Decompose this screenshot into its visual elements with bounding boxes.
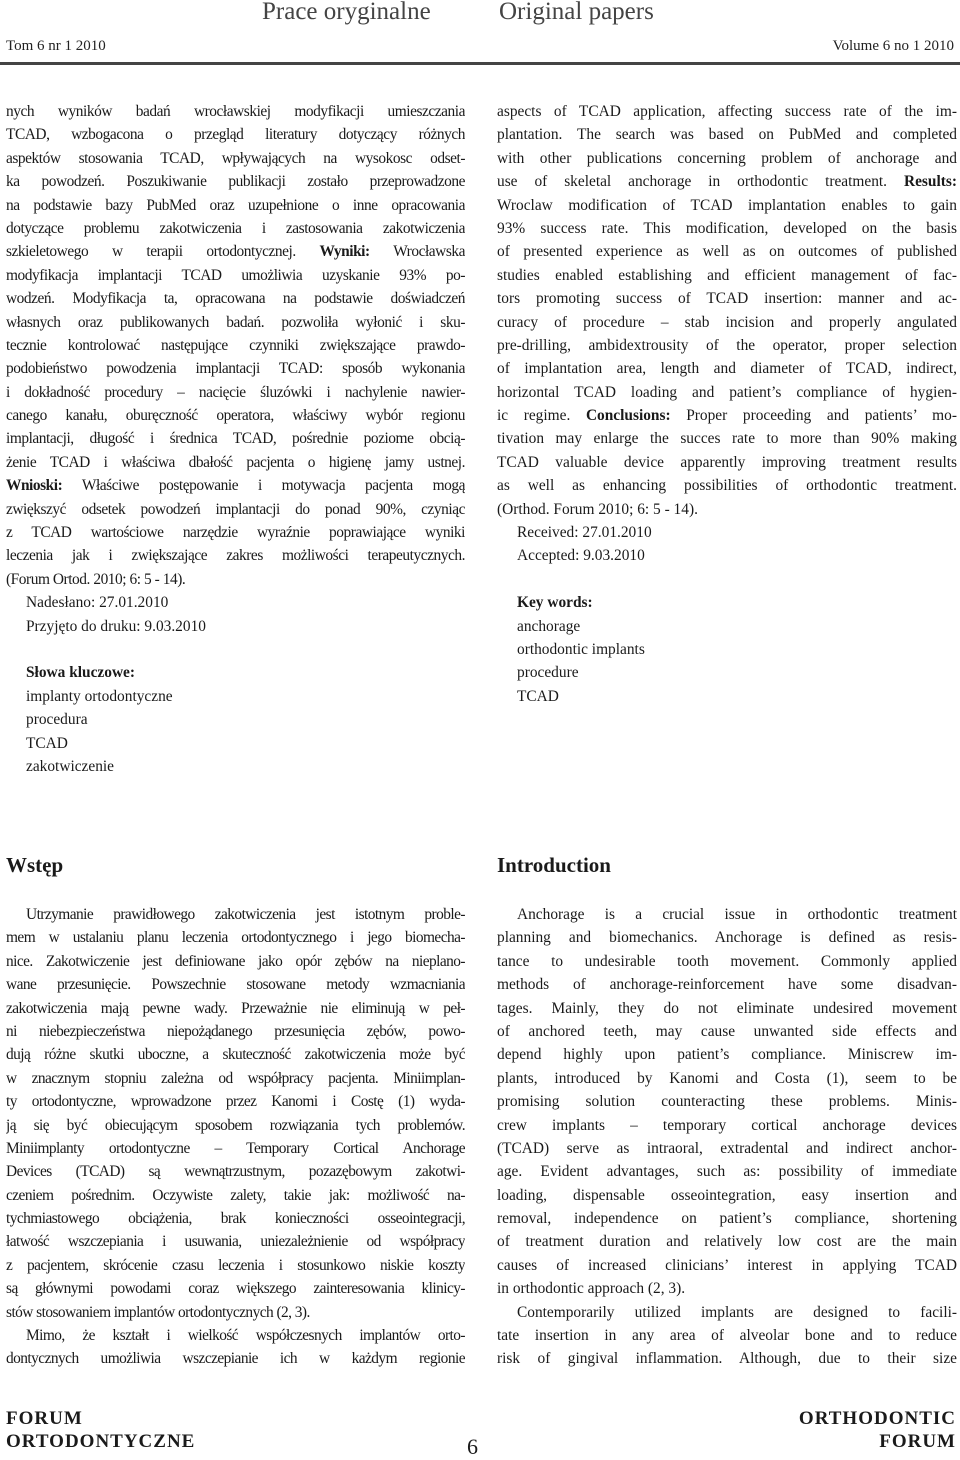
abstract-pl-line: nych wyników badań wrocławskiej modyfikacji umieszczania xyxy=(6,103,465,120)
abstract-pl-line: leczenia jak i zwiększające zakres możliwości terapeutycznych. xyxy=(6,547,465,565)
keyword-pl: procedura xyxy=(26,711,88,729)
abstract-pl-line: z TCAD wartościowe narzędzie wyraźnie poprawiające wyniki xyxy=(6,524,465,542)
abstract-pl-line: dotyczące problemu zakotwiczenia i zastosowania zakotwiczenia xyxy=(6,219,465,237)
abstract-en-line: of presented experience as well as on outcomes of published xyxy=(497,243,957,261)
abstract-en-line: plantation. The search was based on PubMed and completed xyxy=(497,126,957,144)
abstract-pl-line: i dokładność procedury – nacięcie śluzówki i nachylenie nawier- xyxy=(6,383,465,401)
header-title-en: Original papers xyxy=(499,0,654,25)
accepted-date-pl: Przyjęto do druku: 9.03.2010 xyxy=(26,617,206,635)
intro-pl xyxy=(6,903,465,1371)
abstract-en-line: as well as enhancing possibilities of orthodontic treatment. xyxy=(497,477,957,495)
abstract-en-line: ic regime. Conclusions: Proper proceeding and patients’ mo- xyxy=(497,407,957,425)
conclusions-label-en: Conclusions: xyxy=(585,407,671,425)
received-date-en: Received: 27.01.2010 xyxy=(517,524,652,542)
keyword-en: procedure xyxy=(517,664,579,682)
abstract-en-line: 93% success rate. This modification, developed on the basis xyxy=(497,219,957,237)
abstract-en xyxy=(497,100,957,708)
abstract-en-line: with other publications concerning problem of anchorage and xyxy=(497,149,957,167)
keywords-label-en: Key words: xyxy=(517,594,593,612)
keyword-pl: zakotwiczenie xyxy=(26,757,115,775)
running-header xyxy=(0,0,960,28)
abstract-en-line: TCAD valuable device apparently improving treatment results xyxy=(497,453,957,471)
intro-en-paragraph-1: Anchorage is a crucial issue in orthodontic treatment planning and biomechanics. Anchorage is defined as resis- tance to undesirable tooth movement. Commonly applied methods of anchorage-reinforcement have some disadvan- tages. Mainly, they do not eliminate undesired movement of anchored teeth, may cause unwanted side effects and depend highly upon patient’s compliance. Miniscrew im- plants, introduced by Kanomi and Costa (1), seem to be promising solution counteracting these problems. Minis- crew implants – temporary cortical anchorage devices (TCAD) serve as intraoral, extradental and indirect anchor- age. Evident advantages, such as: possibility of immediate loading, dispensable osseointegration, easy insertion and removal, independence on patient’s compliance, shortening of treatment duration and relatively low cost are the main causes of increased clinicians’ interest in applying TCAD in orthodontic approach (2, 3). xyxy=(497,906,957,1298)
intro-en-paragraph-2: Contemporarily utilized implants are designed to facili- tate insertion in any area of alveolar bone and to reduce risk of gingival inflammation. Although, due to their size xyxy=(497,1303,957,1368)
abstract-en-line: (Orthod. Forum 2010; 6: 5 - 14). xyxy=(497,500,698,518)
abstract-en-line: tors promoting success of TCAD insertion: manner and ac- xyxy=(497,290,957,308)
conclusions-label-pl: Wnioski: xyxy=(6,477,63,495)
keyword-en: anchorage xyxy=(517,617,581,635)
abstract-en-line: use of skeletal anchorage in orthodontic treatment. Results: xyxy=(497,173,957,191)
abstract-pl-line: ka powodzeń. Poszukiwanie publikacji zostało przeprowadzone xyxy=(6,173,465,191)
abstract-en-line: of implantation area, length and diameter of TCAD, indirect, xyxy=(497,360,957,378)
abstract-pl-line: wodzeń. Modyfikacja ta, opracowana na podstawie doświadczeń xyxy=(6,290,465,308)
abstract-pl-line: Wnioski: Właściwe postępowanie i motywacja pacjenta mogą xyxy=(6,477,465,495)
abstract-pl-line: modyfikacja implantacji TCAD umożliwia uzyskanie 93% po- xyxy=(6,266,465,284)
abstract-en-line: Wroclaw modification of TCAD implantation enables to gain xyxy=(497,196,957,214)
section-title-pl: Wstęp xyxy=(6,853,64,877)
abstract-pl-line: podobieństwo powodzenia implantacji TCAD: sposób wykonania xyxy=(6,360,465,378)
abstract-en-line: aspects of TCAD application, affecting success rate of the im- xyxy=(497,103,957,120)
volume-en: Volume 6 no 1 2010 xyxy=(832,38,954,54)
abstract-en-line: pre-drilling, ambidextrousity of the operator, proper selection xyxy=(497,336,957,354)
page-number: 6 xyxy=(467,1434,478,1459)
abstract-pl-line: aspektów stosowania TCAD, wpływających na wysokosc odset- xyxy=(6,149,465,167)
abstract-en-line: curacy of procedure – stab incision and properly angulated xyxy=(497,313,957,331)
volume-pl: Tom 6 nr 1 2010 xyxy=(6,38,106,54)
abstract-pl-line: tecznie kontrolować następujące czynniki zwiększające prawdo- xyxy=(6,336,465,354)
section-title-en: Introduction xyxy=(497,853,611,877)
keyword-pl: implanty ortodontyczne xyxy=(26,687,173,705)
abstract-pl-line: (Forum Ortod. 2010; 6: 5 - 14). xyxy=(6,570,186,588)
footer-journal-en: ORTHODONTIC FORUM xyxy=(798,1408,956,1452)
abstract-pl-line: żenie TCAD i właściwa dbałość pacjenta o higienę jamy ustnej. xyxy=(6,453,465,471)
keywords-label-pl: Słowa kluczowe: xyxy=(26,664,136,682)
keyword-en: orthodontic implants xyxy=(517,640,645,658)
abstract-en-line: studies enabled establishing and efficient management of fac- xyxy=(497,266,957,284)
abstract-pl-line: zwiększyć odsetek powodzeń implantacji do ponad 90%, czyniąc xyxy=(6,500,465,518)
intro-pl-paragraph-1: Utrzymanie prawidłowego zakotwiczenia jest istotnym proble- mem w ustalaniu planu leczenia ortodontycznego i jego biomecha- nice. Zakotwiczenie jest definiowane jako opór zębów na nieplano- wane przesunięcie. Powszechnie stosowane metody wzmacniania zakotwiczenia mają pewne wady. Przeważnie nie eliminują w peł- ni niebezpieczeństwa niepożądanego przesunięcia zębów, powo- dują różne skutki uboczne, a skuteczność zakotwiczenia może być w znacznym stopniu zależna od współpracy pacjenta. Miniimplan- ty ortodontyczne, wprowadzone przez Kanomi i Costę (1) wyda- ją się być obiecującym sposobem rozwiązania tych problemów. Miniimplanty ortodontyczne – Temporary Cortical Anchorage Devices (TCAD) są wewnątrzustnym, pozazębowym zakotwi- czeniem pośrednim. Oczywiste zalety, takie jak: możliwość na- tychmiastowego obciążenia, brak konieczności osseointegracji, łatwość wszczepiania i usuwania, uniezależnienie od współpracy z pacjentem, skrócenie czasu leczenia i stosunkowo niskie koszty są głównymi powodami coraz większego zainteresowania klinicy- stów stosowaniem implantów ortodontycznych (2, 3). xyxy=(6,906,465,1321)
abstract-pl-line: szkieletowego w terapii ortodontycznej. Wyniki: Wrocławska xyxy=(6,243,465,261)
intro-en xyxy=(497,903,957,1371)
abstract-pl-line: implantacji, długość i średnica TCAD, pośrednie poziome obcią- xyxy=(6,430,465,448)
header-title-pl: Prace oryginalne xyxy=(262,0,431,25)
abstract-en-line: tivation may enlarge the succes rate to more than 90% making xyxy=(497,430,957,448)
keyword-pl: TCAD xyxy=(26,734,68,752)
accepted-date-en: Accepted: 9.03.2010 xyxy=(517,547,645,565)
abstract-pl-line: TCAD, wzbogacona o przegląd literatury dotyczący różnych xyxy=(6,126,465,144)
intro-pl-paragraph-2: Mimo, że kształt i wielkość współczesnych implantów orto- dontycznych umożliwia wszczepianie ich w każdym regionie xyxy=(6,1327,465,1368)
received-date-pl: Nadesłano: 27.01.2010 xyxy=(26,594,169,612)
footer-journal-pl: FORUM ORTODONTYCZNE xyxy=(6,1408,196,1452)
header-rule xyxy=(0,62,960,65)
results-label-en: Results: xyxy=(903,173,957,191)
abstract-pl xyxy=(6,100,465,778)
abstract-pl-line: na podstawie bazy PubMed oraz uzupełnione o inne opracowania xyxy=(6,196,465,214)
abstract-pl-line: canego kanału, oburęczność operatora, właściwy wybór regionu xyxy=(6,407,465,425)
results-label-pl: Wyniki: xyxy=(319,243,370,261)
abstract-en-line: horizontal TCAD loading and patient’s compliance of hygien- xyxy=(497,383,957,401)
keyword-en: TCAD xyxy=(517,687,559,705)
abstract-pl-line: własnych oraz publikowanych badań. pozwoliła wyłonić i sku- xyxy=(6,313,465,331)
